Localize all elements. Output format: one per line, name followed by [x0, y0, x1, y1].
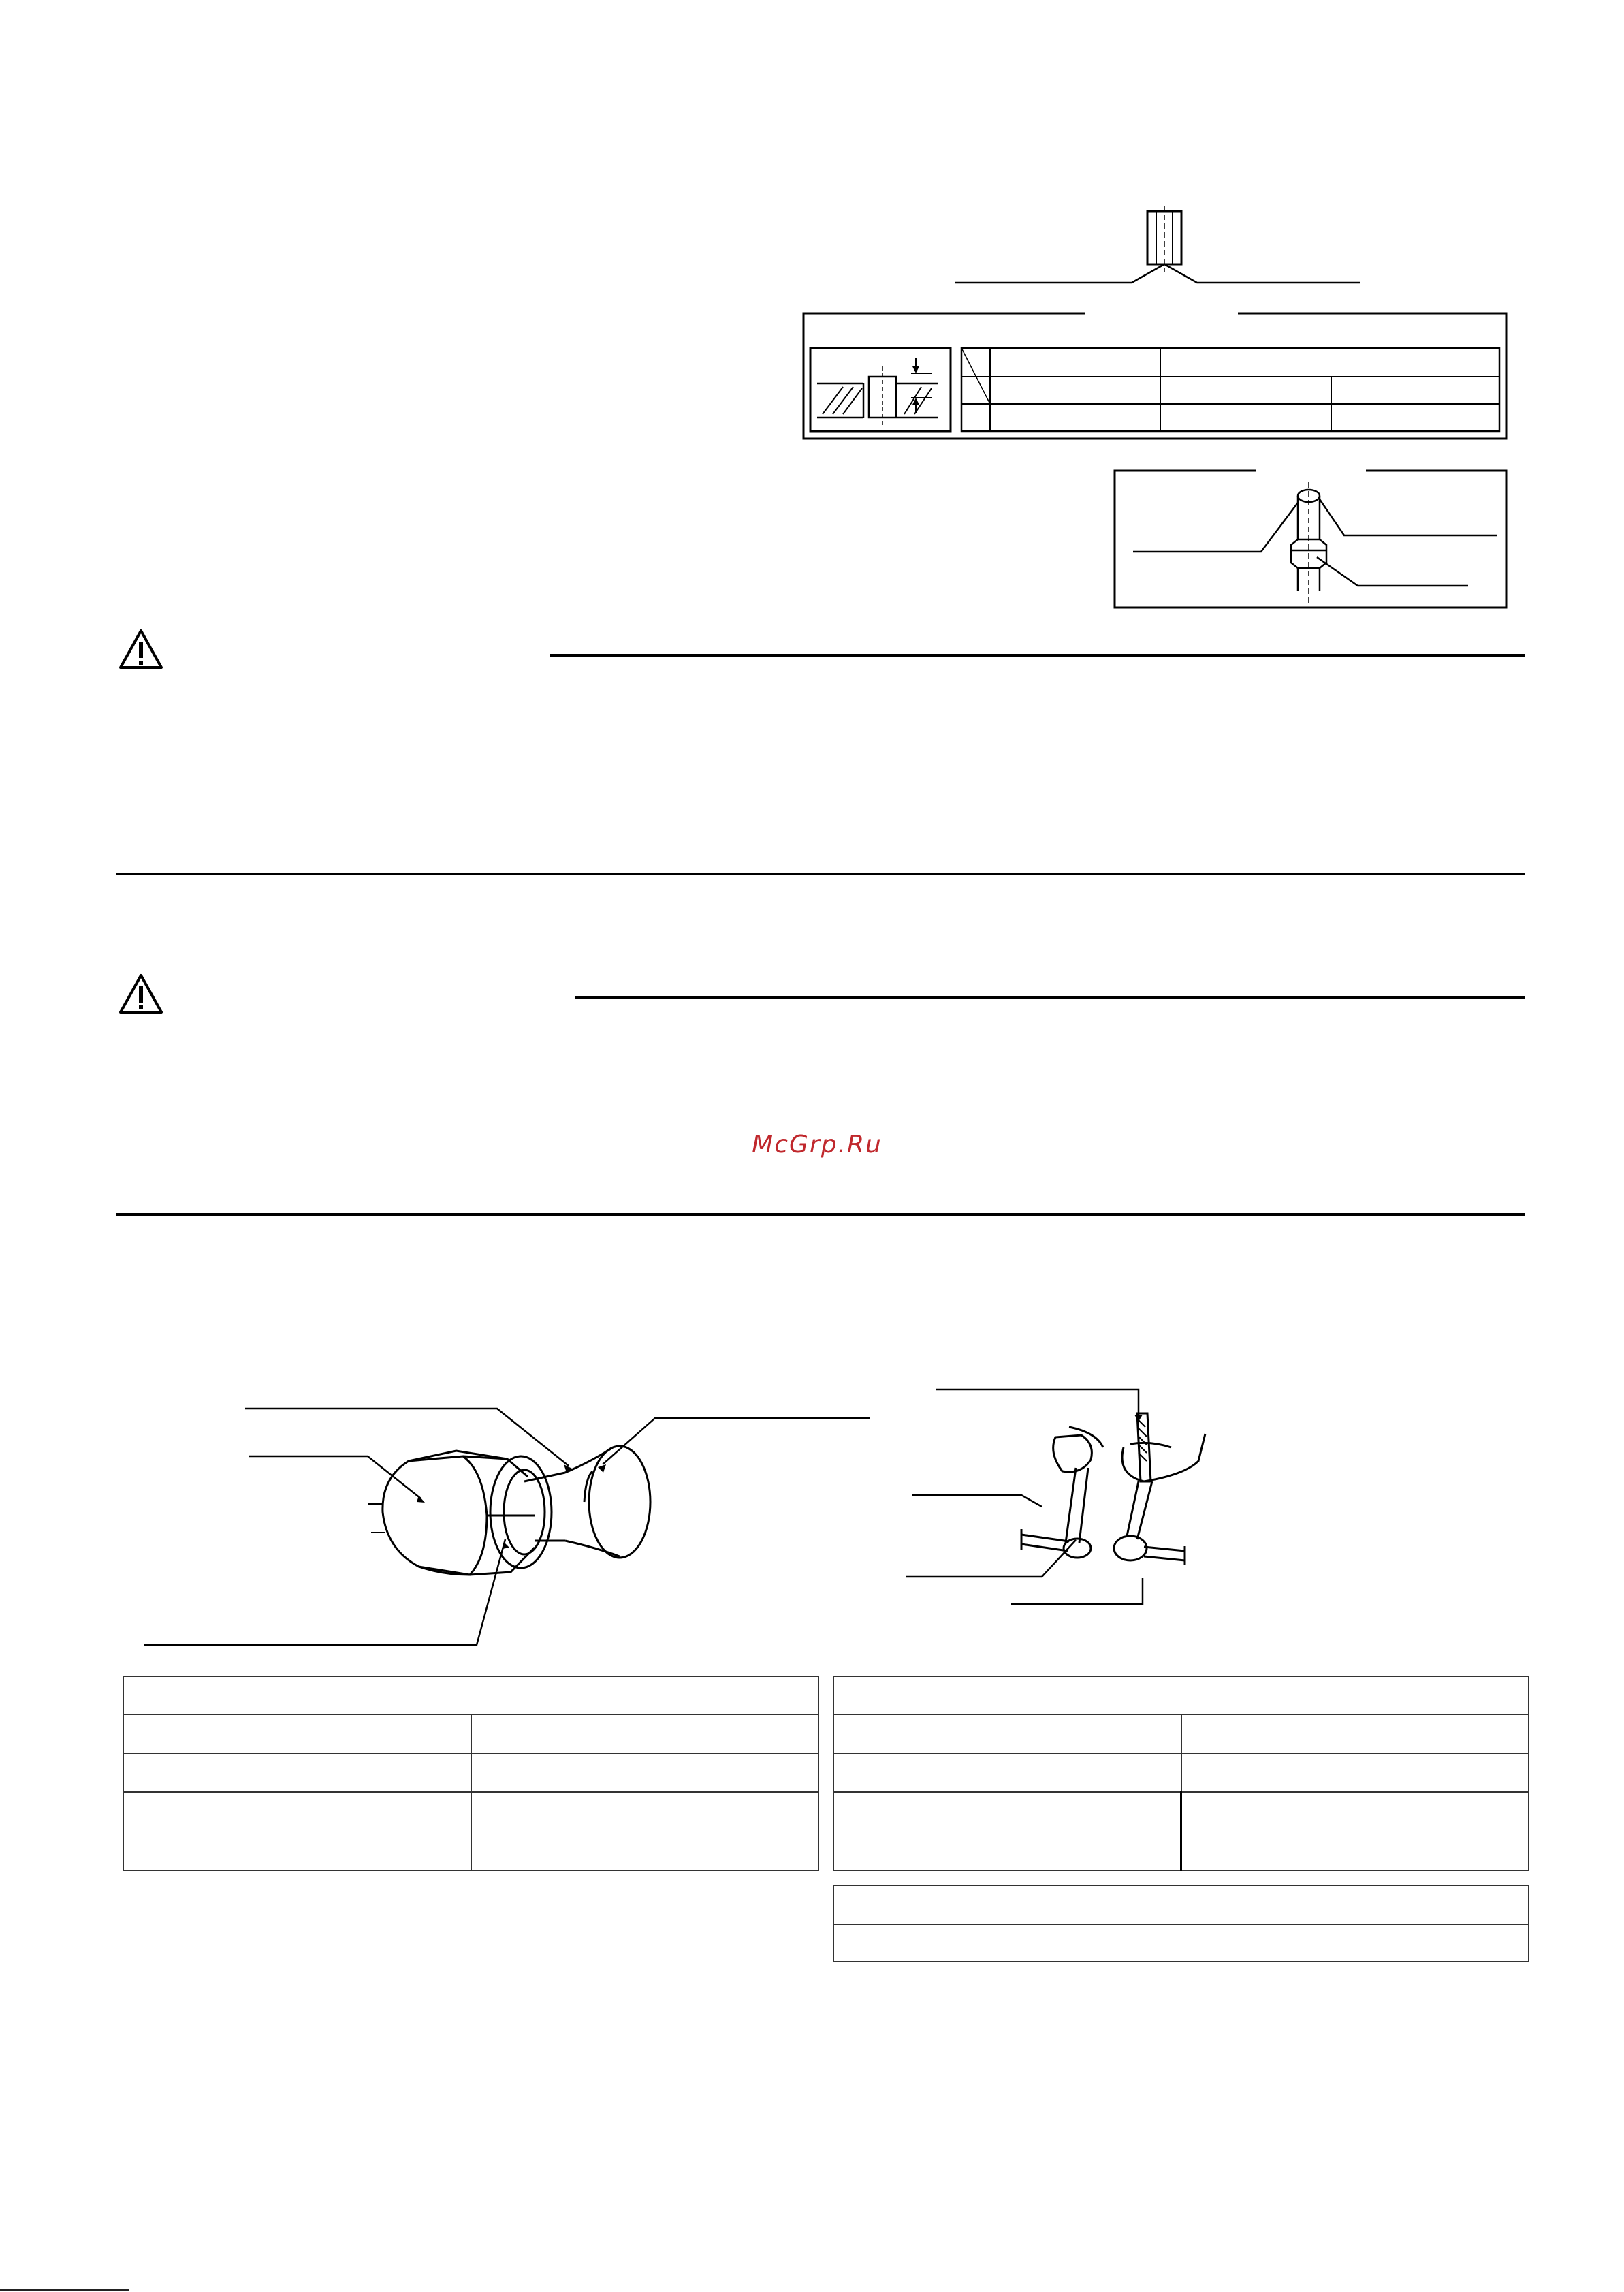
flare-nut-illustration	[143, 1396, 878, 1655]
table-cell	[833, 1924, 1529, 1962]
table-cell	[471, 1753, 819, 1792]
footer-rule	[0, 2289, 129, 2291]
table-cell	[833, 1753, 1181, 1792]
warning-triangle-icon	[118, 628, 164, 670]
table-cell	[471, 1792, 819, 1870]
flare-section-sketch	[817, 358, 938, 428]
table-cell	[123, 1792, 471, 1870]
wrench-and-hands-sketch	[1021, 1413, 1205, 1565]
table-header-row	[123, 1676, 818, 1714]
table-cell	[1181, 1714, 1529, 1753]
watermark: McGrp.Ru	[752, 1130, 882, 1159]
section-divider	[116, 873, 1525, 875]
table-cell	[471, 1714, 819, 1753]
caution-heading-rule	[550, 654, 1525, 657]
wrench-tightening-illustration	[899, 1372, 1205, 1604]
flare-dimension-table	[961, 348, 1499, 431]
table-cell	[1181, 1792, 1529, 1870]
torque-table-left	[123, 1676, 819, 1871]
table-cell	[833, 1714, 1181, 1753]
torque-table-right	[833, 1676, 1529, 1871]
warning-triangle-icon	[118, 973, 164, 1015]
table-cell	[833, 1885, 1529, 1924]
pipe-end-diagram	[953, 198, 1375, 293]
table-cell	[123, 1714, 471, 1753]
caution-heading-rule	[575, 996, 1525, 999]
flare-nut-sketch	[368, 1446, 650, 1575]
table-header-row	[833, 1676, 1529, 1714]
table-cell	[1181, 1753, 1529, 1792]
table-cell	[833, 1792, 1181, 1870]
section-divider	[116, 1213, 1525, 1216]
flare-dimension-box	[802, 312, 1508, 441]
table-cell	[123, 1753, 471, 1792]
note-table	[833, 1885, 1529, 1962]
flare-nut-box	[1113, 469, 1509, 610]
